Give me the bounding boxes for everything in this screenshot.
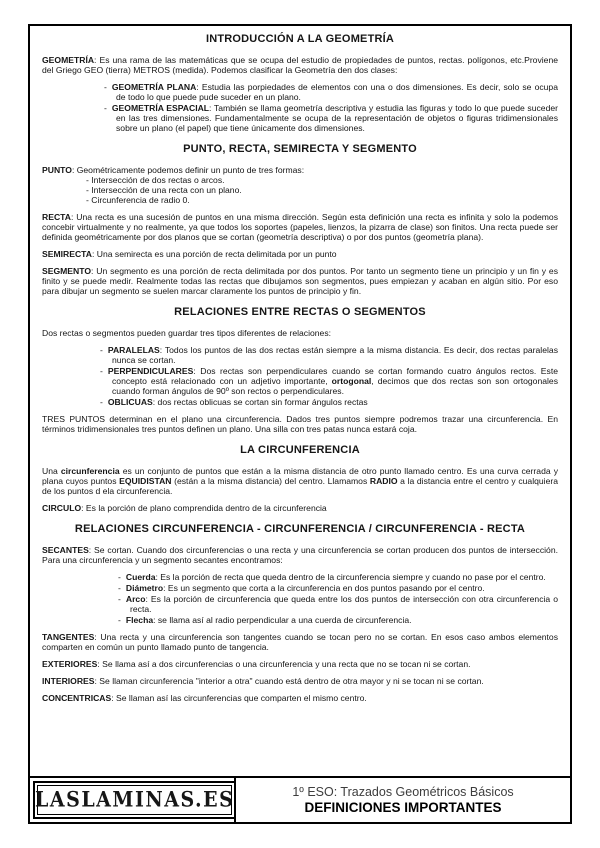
term-geometria-espacial: GEOMETRÍA ESPACIAL [111, 103, 210, 113]
bullet-cuerda [118, 572, 558, 582]
bullet-arco [118, 594, 558, 614]
circunferencia-text-1: es un conjunto de puntos que están a la misma distancia de otro punto llamado centro. Es una curva cerrada y plana cuyos puntos [42, 466, 559, 486]
term-secantes: SECANTES [42, 545, 89, 555]
section-title-relaciones-circunferencia: RELACIONES CIRCUNFERENCIA - CIRCUNFERENCIA / CIRCUNFERENCIA - RECTA [74, 523, 526, 535]
bullet-flecha [118, 615, 558, 625]
laslaminas-logo [33, 781, 236, 819]
bullet-geometria-espacial [104, 103, 558, 133]
definition-concentricas-text: : Se llaman así las circunferencias que comparten el mismo centro. [111, 693, 367, 703]
term-segmento: SEGMENTO [42, 266, 92, 276]
definition-circunferencia [42, 466, 558, 496]
term-geometria: GEOMETRÍA [42, 55, 95, 65]
footer-titles [236, 778, 570, 822]
definition-semirecta-text: : Una semirecta es una porción de recta delimitada por un punto [91, 249, 337, 259]
definition-concentricas [42, 693, 558, 703]
term-circulo: CIRCULO [42, 503, 82, 513]
bullet-paralelas [100, 345, 558, 365]
definition-tangentes [42, 632, 558, 652]
section-title-circunferencia: LA CIRCUNFERENCIA [240, 444, 360, 456]
bullet-cuerda-text: : Es la porción de recta que queda dentro de la circunferencia siempre y cuando no pase por el centro. [155, 572, 546, 582]
section-title-relaciones-rectas: RELACIONES ENTRE RECTAS O SEGMENTOS [174, 306, 426, 318]
secantes-elements-list [42, 572, 558, 625]
definition-punto [42, 165, 558, 205]
logo-text: LASLAMINAS.ES [35, 787, 235, 813]
bullet-oblicuas [100, 397, 558, 407]
term-perpendiculares: PERPENDICULARES [107, 366, 194, 376]
bullet-dash: - [118, 572, 121, 582]
bullet-dash: - [100, 345, 103, 355]
term-concentricas: CONCENTRICAS [42, 693, 112, 703]
term-recta: RECTA [42, 212, 71, 222]
page-footer [30, 776, 570, 822]
section-title-punto-recta: PUNTO, RECTA, SEMIRECTA Y SEGMENTO [183, 143, 417, 155]
term-paralelas: PARALELAS [107, 345, 160, 355]
bullet-dash: - [118, 615, 121, 625]
term-cuerda: Cuerda [125, 572, 156, 582]
definition-secantes [42, 545, 558, 565]
punto-item-radio-cero: - Circunferencia de radio 0. [86, 195, 190, 205]
bullet-diametro [118, 583, 558, 593]
definition-segmento [42, 266, 558, 296]
term-tangentes: TANGENTES [42, 632, 95, 642]
term-diametro: Diámetro [125, 583, 164, 593]
definition-punto-text: : Geométricamente podemos definir un punto de tres formas: [71, 165, 305, 175]
definition-segmento-text: : Un segmento es una porción de recta delimitada por dos puntos. Por tanto un segmento tiene un principio y un fin y es finito y se puede medir. Realmente todas las rectas que dibujamos son segmentos, pues empiezan y acaban en algún sitio. Por eso para dibujar un segmento se suelen marcar claramente los puntos de principio y fin. [42, 266, 558, 296]
geometry-types-list [42, 82, 558, 133]
bullet-oblicuas-text: : dos rectas oblicuas se cortan sin formar ángulos rectas [152, 397, 368, 407]
bullet-geometria-espacial-text: : También se llama geometría descriptiva y estudia las figuras y todo lo que puede suceder en las tres dimensiones. Fundamentalmente se ocupa de la representación de objetos o figuras tridimensionales sobre un plano (el papel) que tiene únicamente dos dimensiones. [116, 103, 558, 133]
definition-geometria [42, 55, 558, 75]
definition-punto-lead [42, 165, 558, 175]
definition-interiores [42, 676, 558, 686]
term-punto: PUNTO [42, 165, 72, 175]
term-exteriores: EXTERIORES [42, 659, 98, 669]
bullet-dash: - [100, 397, 103, 407]
bullet-dash: - [100, 366, 103, 376]
term-oblicuas: OBLICUAS [107, 397, 153, 407]
definition-semirecta [42, 249, 558, 259]
bullet-diametro-text: : Es un segmento que corta a la circunferencia en dos puntos pasando por el centro. [163, 583, 485, 593]
bullet-dash: - [118, 594, 121, 604]
definition-recta-text: : Una recta es una sucesión de puntos en una misma dirección. Según esta definición una recta es infinita y solo la podemos concebir virtualmente y no realmente, ya que todos los soportes (papeles, lienzos, la pizarra de clase) son finitos. Una recta puede ser definida geométricamente por dos planos que se cortan (geometría descriptiva) o por dos puntos (geometría plana). [42, 212, 558, 242]
term-equidistan: EQUIDISTAN [119, 476, 172, 486]
definition-exteriores [42, 659, 558, 669]
definition-interiores-text: : Se llaman circunferencia "interior a otra" cuando está dentro de otra mayor y ni se tocan ni se cortan. [94, 676, 484, 686]
bullet-geometria-plana [104, 82, 558, 102]
circunferencia-text-2: (están a la misma distancia) del centro. Llamamos [171, 476, 370, 486]
term-geometria-plana: GEOMETRÍA PLANA [111, 82, 197, 92]
relaciones-intro: Dos rectas o segmentos pueden guardar tres tipos diferentes de relaciones: [42, 328, 332, 338]
relaciones-list [42, 345, 558, 407]
punto-item-interseccion-rectas: - Intersección de dos rectas o arcos. [86, 175, 225, 185]
definition-exteriores-text: : Se llama así a dos circunferencias o una circunferencia y una recta que no se tocan ni se cortan. [97, 659, 471, 669]
course-label: 1º ESO: Trazados Geométricos Básicos [292, 785, 514, 799]
term-interiores: INTERIORES [42, 676, 95, 686]
definition-circulo-text: : Es la porción de plano comprendida dentro de la circunferencia [81, 503, 327, 513]
circunferencia-text-0: Una [42, 466, 61, 476]
document-title: DEFINICIONES IMPORTANTES [304, 800, 502, 815]
bullet-dash: - [104, 103, 107, 113]
page-content [30, 26, 570, 776]
bullet-perpendiculares-text-2: , decimos que dos rectas son son ortogonales cuando forman ángulos de 90º son rectos o perpendiculares. [112, 376, 558, 396]
section-title-introduccion: INTRODUCCIÓN A LA GEOMETRÍA [205, 33, 395, 45]
term-semirecta: SEMIRECTA [42, 249, 92, 259]
bullet-paralelas-text: : Todos los puntos de las dos rectas están siempre a la misma distancia. Es decir, dos rectas paralelas nunca se cortan. [112, 345, 558, 365]
bullet-dash: - [104, 82, 107, 92]
bullet-dash: - [118, 583, 121, 593]
term-circunferencia: circunferencia [60, 466, 120, 476]
paragraph-tres-puntos: TRES PUNTOS determinan en el plano una circunferencia. Dados tres puntos siempre podremos trazar una circunferencia. En términos tridimensionales tres puntos definen un plano. Una silla con tres patas nunca estará coja. [42, 414, 558, 434]
bullet-flecha-text: : se llama así al radio perpendicular a una cuerda de circunferencia. [153, 615, 412, 625]
logo-box [30, 778, 236, 822]
bullet-arco-text: : Es la porción de circunferencia que queda entre los dos puntos de intersección con otra circunferencia o recta. [130, 594, 558, 614]
definition-secantes-text: : Se cortan. Cuando dos circunferencias o una recta y una circunferencia se cortan producen dos puntos de intersección. Para una circunferencia y un segmento secantes encontramos: [42, 545, 558, 565]
definition-circulo [42, 503, 558, 513]
punto-item-interseccion-plano: - Intersección de una recta con un plano. [86, 185, 242, 195]
circunferencia-text-3: a la distancia entre el centro y cualquiera de los puntos d ela circunferencia. [42, 476, 558, 496]
definition-geometria-text: : Es una rama de las matemáticas que se ocupa del estudio de propiedades de puntos, rectas. polígonos, etc.Proviene del Griego GEO (tierra) METROS (medida). Podemos clasificar la Geometría den dos clases: [42, 55, 558, 75]
term-radio: RADIO [369, 476, 398, 486]
definition-recta [42, 212, 558, 242]
page-frame [28, 24, 572, 824]
definition-tangentes-text: : Una recta y una circunferencia son tangentes cuando se tocan pero no se cortan. En esos caso ambos elementos comparten en común un punto llamado punto de tangencia. [42, 632, 558, 652]
term-ortogonal: ortogonal [331, 376, 372, 386]
bullet-perpendiculares-text-1: : Dos rectas son perpendiculares cuando se cortan formando cuatro ángulos rectos. Este concepto está relacionado con un adjetivo importante, [112, 366, 558, 386]
bullet-perpendiculares [100, 366, 558, 396]
term-arco: Arco [125, 594, 146, 604]
bullet-geometria-plana-text: : Estudia las porpiedades de elementos con una o dos dimensiones. Es decir, solo se ocupa de todo lo que puede pude suceder en un plano. [116, 82, 558, 102]
term-flecha: Flecha [125, 615, 154, 625]
